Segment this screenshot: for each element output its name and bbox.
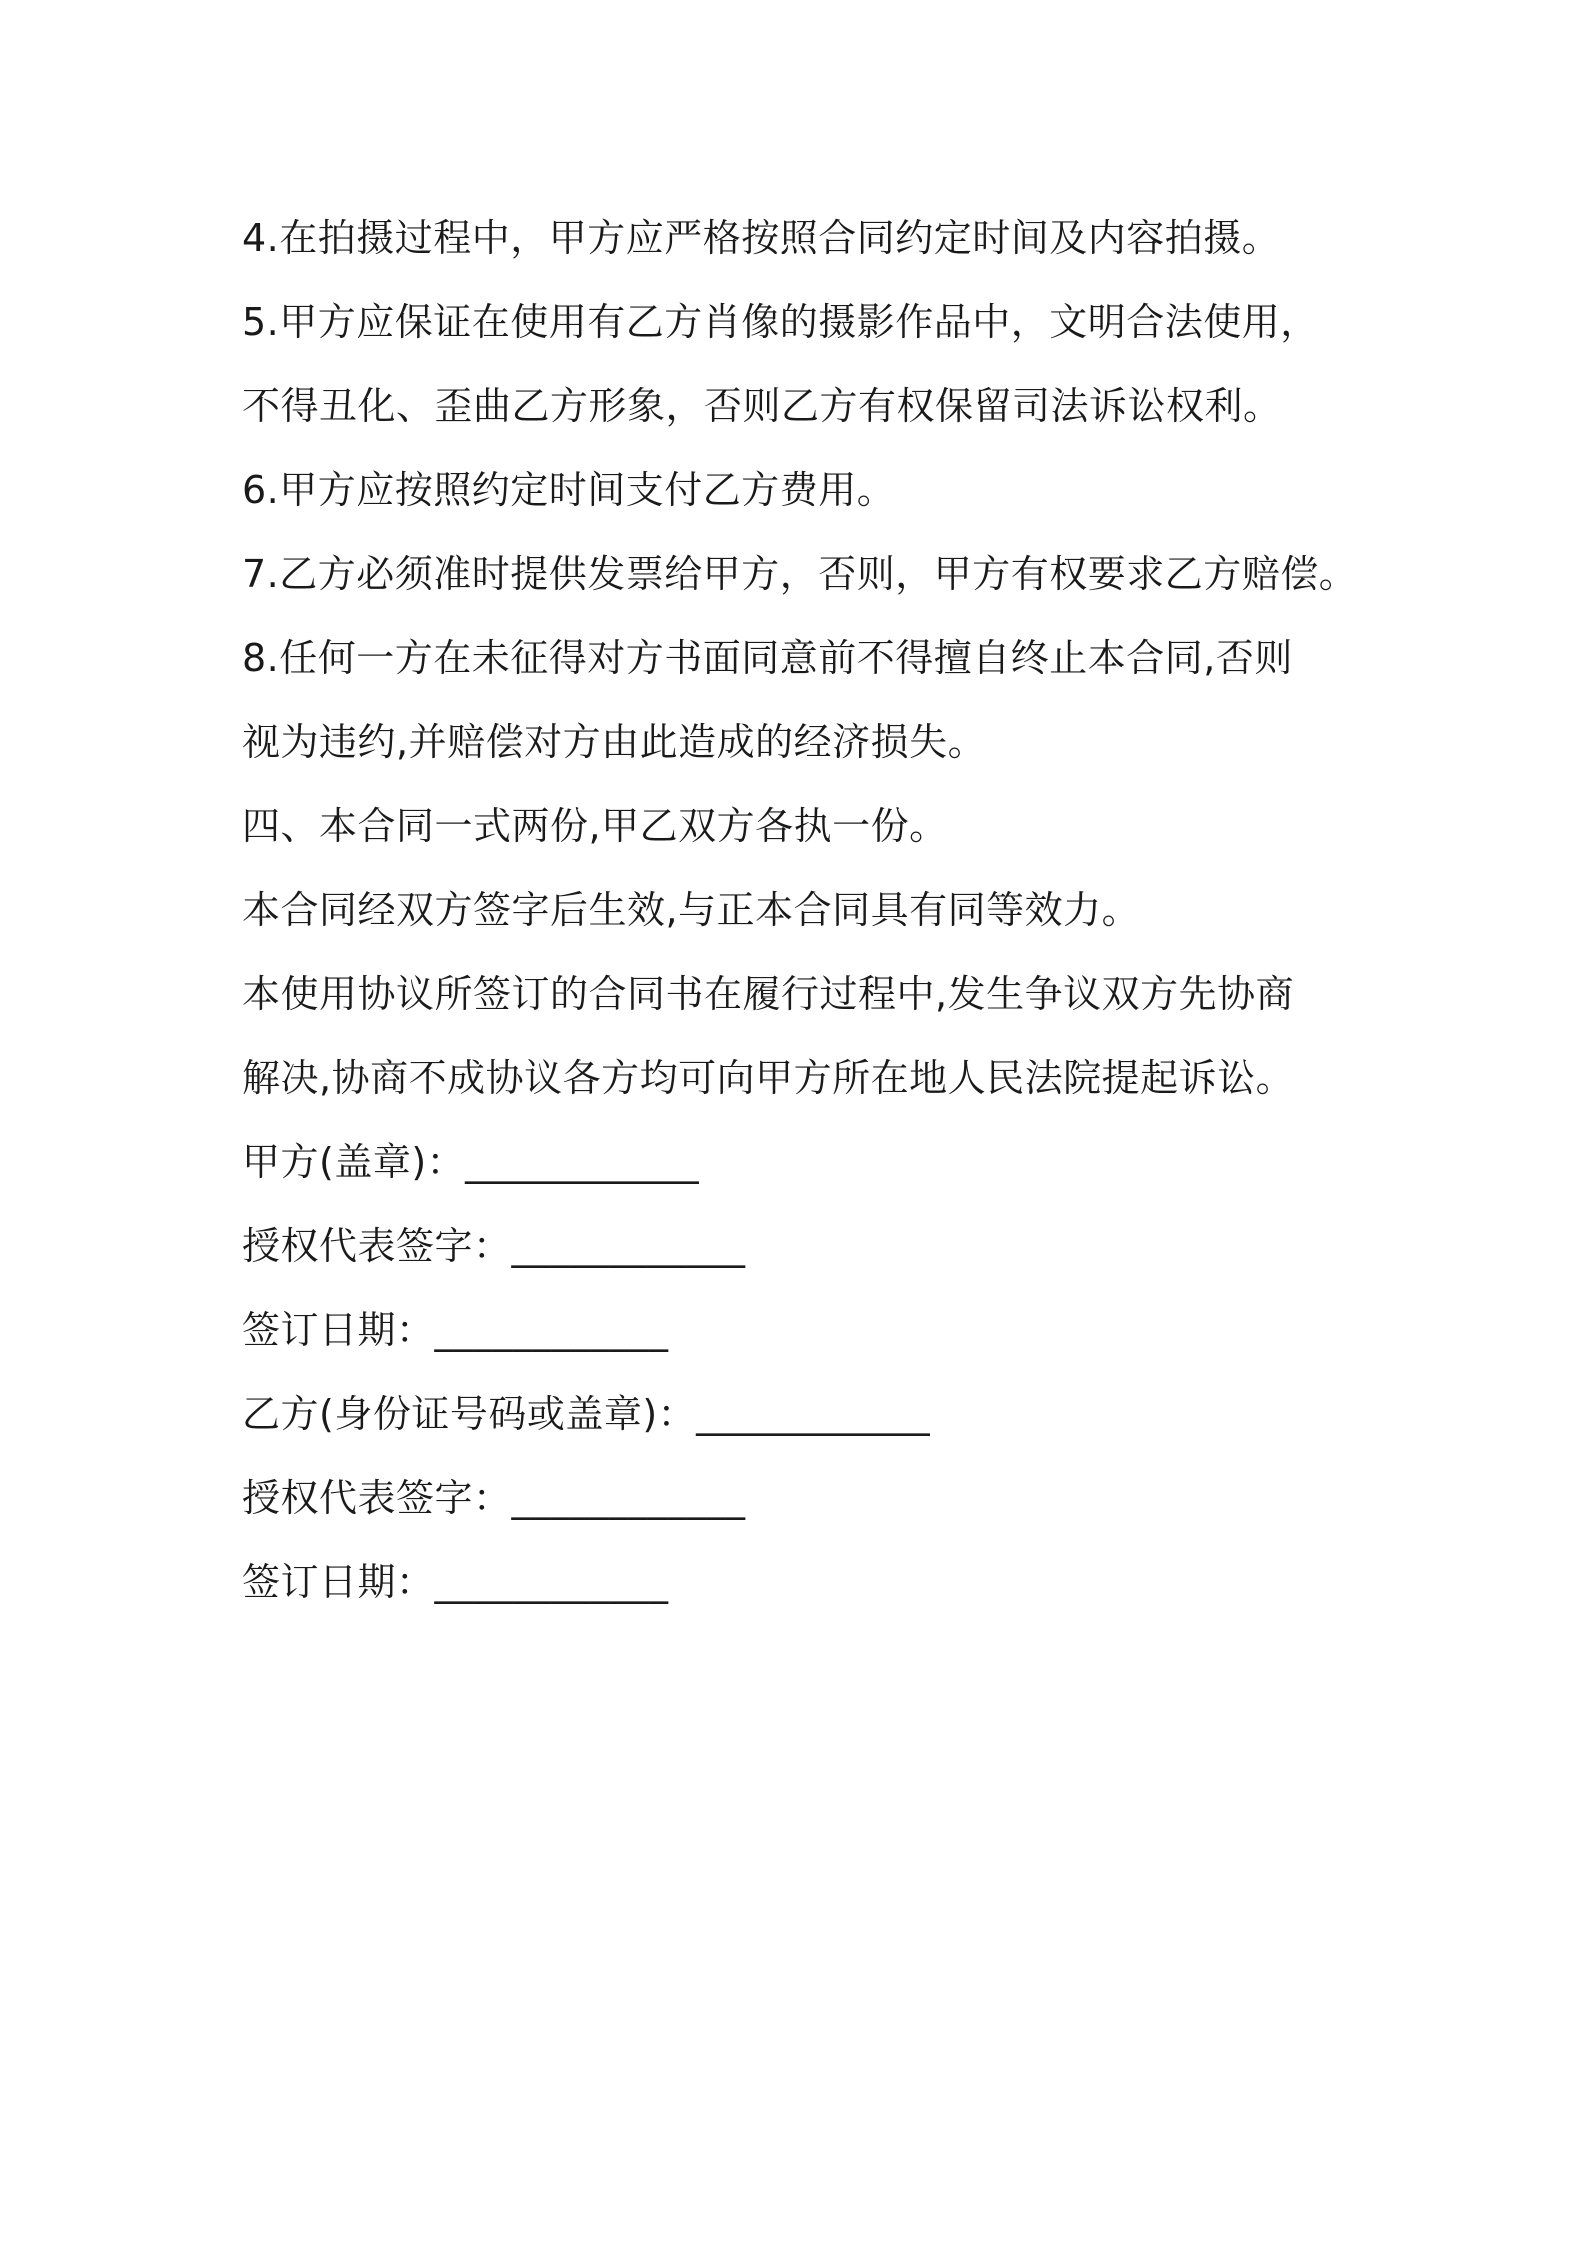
clause-6: 6.甲方应按照约定时间支付乙方费用。 — [242, 468, 896, 512]
clause-8-line-1: 8.任何一方在未征得对方书面同意前不得擅自终止本合同,否则 — [242, 636, 1293, 680]
effectiveness-clause: 本合同经双方签字后生效,与正本合同具有同等效力。 — [242, 888, 1141, 932]
party-b-representative-signature-field: 授权代表签字：____________ — [242, 1476, 746, 1520]
dispute-clause-line-2: 解决,协商不成协议各方均可向甲方所在地人民法院提起诉讼。 — [242, 1056, 1295, 1100]
party-b-sign-date-field: 签订日期：____________ — [242, 1560, 669, 1604]
party-a-seal-field: 甲方(盖章)：____________ — [242, 1140, 700, 1184]
clause-5-line-2: 不得丑化、歪曲乙方形象，否则乙方有权保留司法诉讼权利。 — [242, 384, 1282, 428]
clause-4: 4.在拍摄过程中，甲方应严格按照合同约定时间及内容拍摄。 — [242, 216, 1281, 260]
party-a-representative-signature-field: 授权代表签字：____________ — [242, 1224, 746, 1268]
party-b-id-or-seal-field: 乙方(身份证号码或盖章)：____________ — [242, 1392, 931, 1436]
section-4: 四、本合同一式两份,甲乙双方各执一份。 — [242, 804, 948, 848]
clause-8-line-2: 视为违约,并赔偿对方由此造成的经济损失。 — [242, 720, 987, 764]
party-a-sign-date-field: 签订日期：____________ — [242, 1308, 669, 1352]
clause-5-line-1: 5.甲方应保证在使用有乙方肖像的摄影作品中，文明合法使用， — [242, 300, 1319, 344]
dispute-clause-line-1: 本使用协议所签订的合同书在履行过程中,发生争议双方先协商 — [242, 972, 1295, 1016]
document-body — [242, 196, 1362, 1624]
clause-7: 7.乙方必须准时提供发票给甲方，否则，甲方有权要求乙方赔偿。 — [242, 552, 1358, 596]
